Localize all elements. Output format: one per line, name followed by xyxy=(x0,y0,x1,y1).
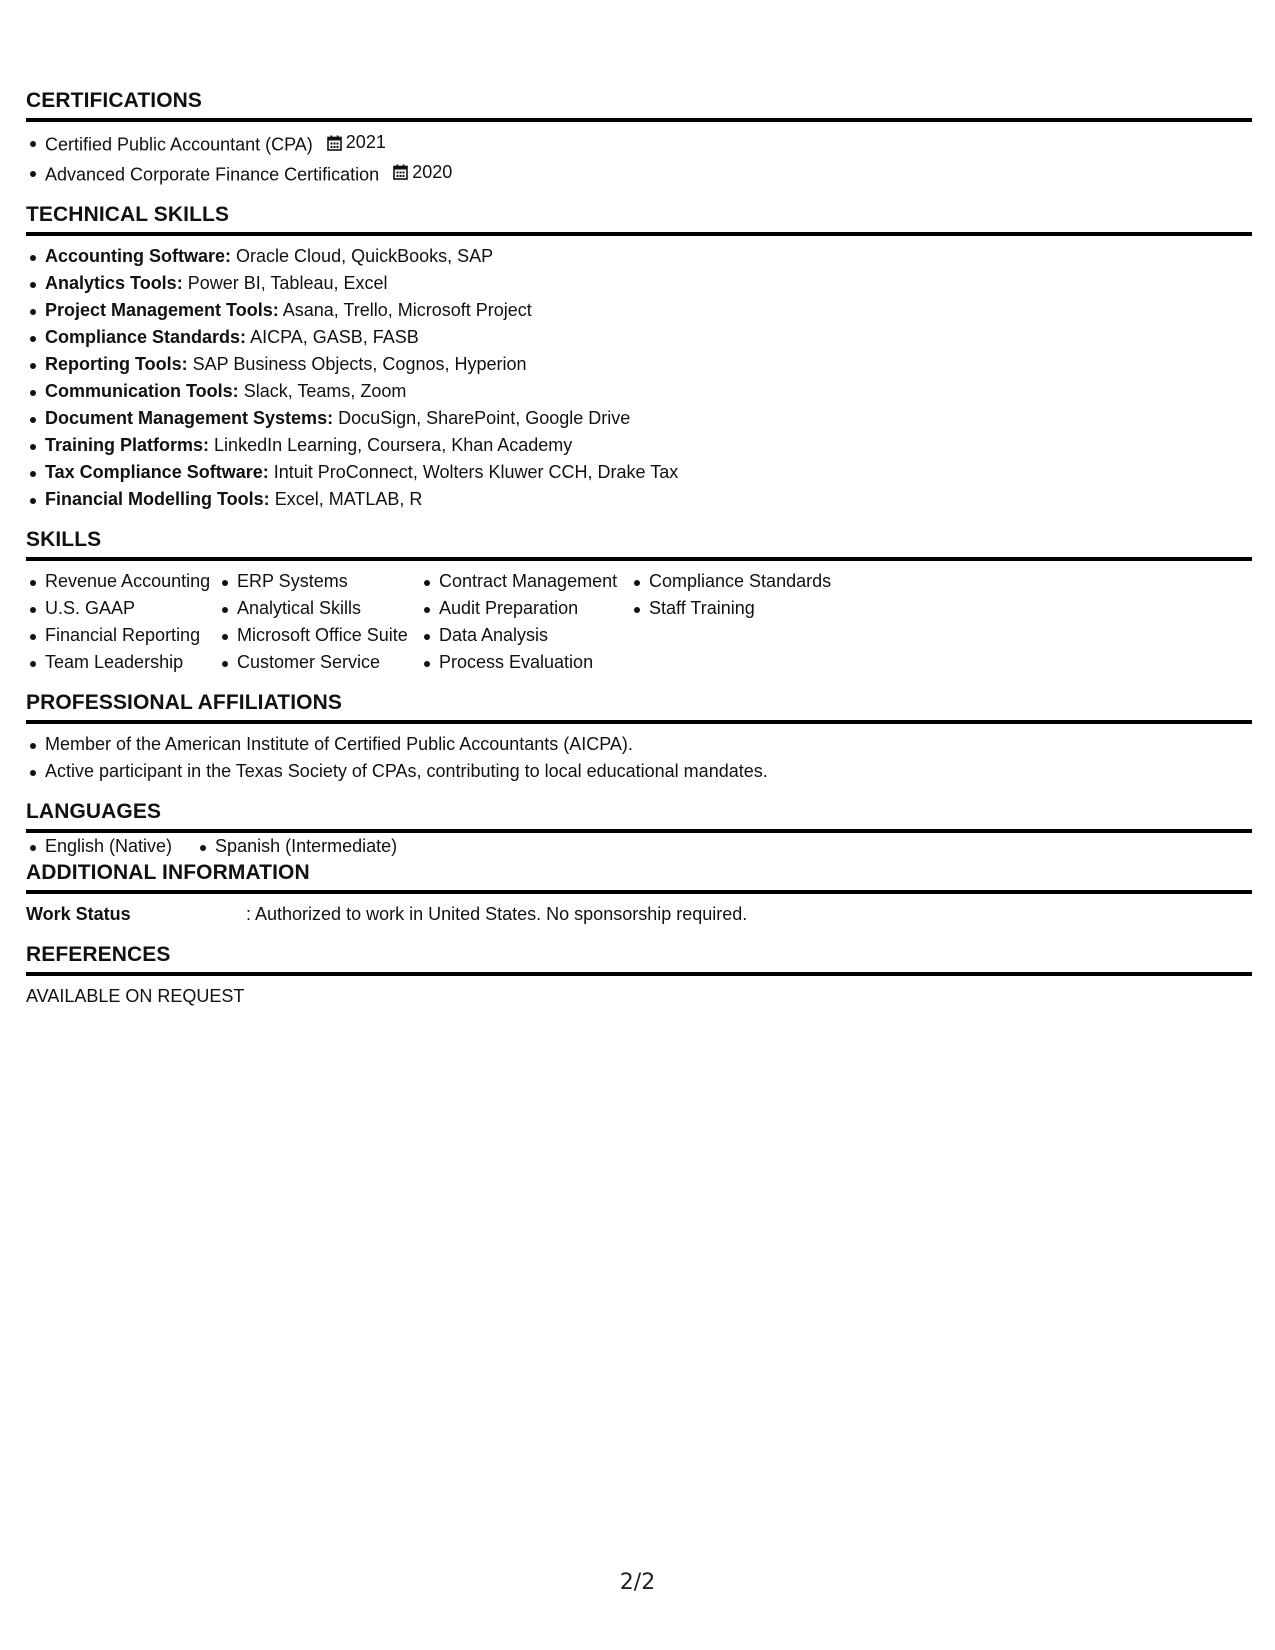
resume-page xyxy=(26,88,1252,1010)
skill-values: SAP Business Objects, Cognos, Hyperion xyxy=(192,354,527,374)
list-item: Analytical Skills xyxy=(218,595,420,622)
languages-section xyxy=(26,799,1252,860)
certifications-list xyxy=(26,129,1252,188)
list-item: Active participant in the Texas Society of CPAs, contributing to local educational mandates. xyxy=(26,758,1252,785)
list-item: ERP Systems xyxy=(218,568,420,595)
skill-category: Compliance Standards: xyxy=(45,327,247,347)
skill-category: Training Platforms: xyxy=(45,435,210,455)
skill-values: AICPA, GASB, FASB xyxy=(250,327,419,347)
section-title: SKILLS xyxy=(26,527,1252,561)
info-row xyxy=(26,894,1252,942)
skill-values: Excel, MATLAB, R xyxy=(274,489,423,509)
work-status-label: Work Status xyxy=(26,904,131,924)
skill-values: Slack, Teams, Zoom xyxy=(243,381,407,401)
section-title: LANGUAGES xyxy=(26,799,1252,833)
list-item: English (Native) xyxy=(26,833,172,860)
list-item: Staff Training xyxy=(630,595,870,622)
skill-values: Power BI, Tableau, Excel xyxy=(187,273,388,293)
certification-year: 2021 xyxy=(345,132,386,152)
list-item: Customer Service xyxy=(218,649,420,676)
skill-values: Oracle Cloud, QuickBooks, SAP xyxy=(236,246,494,266)
additional-info-section xyxy=(26,860,1252,942)
list-item xyxy=(26,270,1252,297)
skill-values: Asana, Trello, Microsoft Project xyxy=(282,300,532,320)
list-item xyxy=(26,243,1252,270)
list-item xyxy=(26,351,1252,378)
list-item: Revenue Accounting xyxy=(26,568,218,595)
affiliations-section xyxy=(26,690,1252,799)
technical-skills-section xyxy=(26,202,1252,527)
skills-grid xyxy=(26,561,1252,690)
list-item: Spanish (Intermediate) xyxy=(196,833,397,860)
skills-column xyxy=(630,568,870,676)
skill-category: Document Management Systems: xyxy=(45,408,334,428)
list-item: Contract Management xyxy=(420,568,630,595)
references-text: AVAILABLE ON REQUEST xyxy=(26,986,245,1006)
page-number: 2/2 xyxy=(619,1570,656,1595)
skill-values: Intuit ProConnect, Wolters Kluwer CCH, Drake Tax xyxy=(273,462,679,482)
skill-category: Tax Compliance Software: xyxy=(45,462,269,482)
section-title: ADDITIONAL INFORMATION xyxy=(26,860,1252,894)
list-item xyxy=(26,159,1252,189)
certification-date xyxy=(393,159,452,186)
skills-section xyxy=(26,527,1252,690)
work-status-value: : Authorized to work in United States. No sponsorship required. xyxy=(246,904,748,924)
references-section xyxy=(26,942,1252,1010)
languages-list xyxy=(26,833,1252,860)
list-item: Audit Preparation xyxy=(420,595,630,622)
list-item xyxy=(26,405,1252,432)
skills-column xyxy=(26,568,218,676)
certification-year: 2020 xyxy=(412,161,453,182)
list-item xyxy=(26,297,1252,324)
technical-skills-list xyxy=(26,243,1252,513)
calendar-icon xyxy=(393,164,408,180)
skill-category: Analytics Tools: xyxy=(45,273,183,293)
list-item xyxy=(26,378,1252,405)
skill-category: Financial Modelling Tools: xyxy=(45,489,270,509)
section-title: REFERENCES xyxy=(26,942,1252,976)
skill-category: Project Management Tools: xyxy=(45,300,279,320)
list-item xyxy=(26,459,1252,486)
certification-name: Certified Public Accountant (CPA) xyxy=(45,134,313,155)
section-title: PROFESSIONAL AFFILIATIONS xyxy=(26,690,1252,724)
skills-column xyxy=(420,568,630,676)
certifications-section xyxy=(26,88,1252,202)
list-item xyxy=(26,432,1252,459)
list-item: Team Leadership xyxy=(26,649,218,676)
list-item: Process Evaluation xyxy=(420,649,630,676)
list-item: Compliance Standards xyxy=(630,568,870,595)
calendar-icon xyxy=(327,135,342,151)
section-title: TECHNICAL SKILLS xyxy=(26,202,1252,236)
skill-category: Reporting Tools: xyxy=(45,354,188,374)
list-item: Financial Reporting xyxy=(26,622,218,649)
certification-name: Advanced Corporate Finance Certification xyxy=(45,164,380,184)
list-item: Member of the American Institute of Certified Public Accountants (AICPA). xyxy=(26,731,1252,758)
section-title: CERTIFICATIONS xyxy=(26,88,1252,122)
list-item: Microsoft Office Suite xyxy=(218,622,420,649)
list-item xyxy=(26,129,1252,159)
list-item xyxy=(26,486,1252,513)
list-item xyxy=(26,324,1252,351)
skills-column xyxy=(218,568,420,676)
list-item: U.S. GAAP xyxy=(26,595,218,622)
list-item: Data Analysis xyxy=(420,622,630,649)
skill-values: DocuSign, SharePoint, Google Drive xyxy=(338,408,631,428)
affiliations-list xyxy=(26,731,1252,785)
certification-date xyxy=(327,129,386,156)
skill-category: Accounting Software: xyxy=(45,246,232,266)
skill-category: Communication Tools: xyxy=(45,381,239,401)
skill-values: LinkedIn Learning, Coursera, Khan Academy xyxy=(214,435,573,455)
